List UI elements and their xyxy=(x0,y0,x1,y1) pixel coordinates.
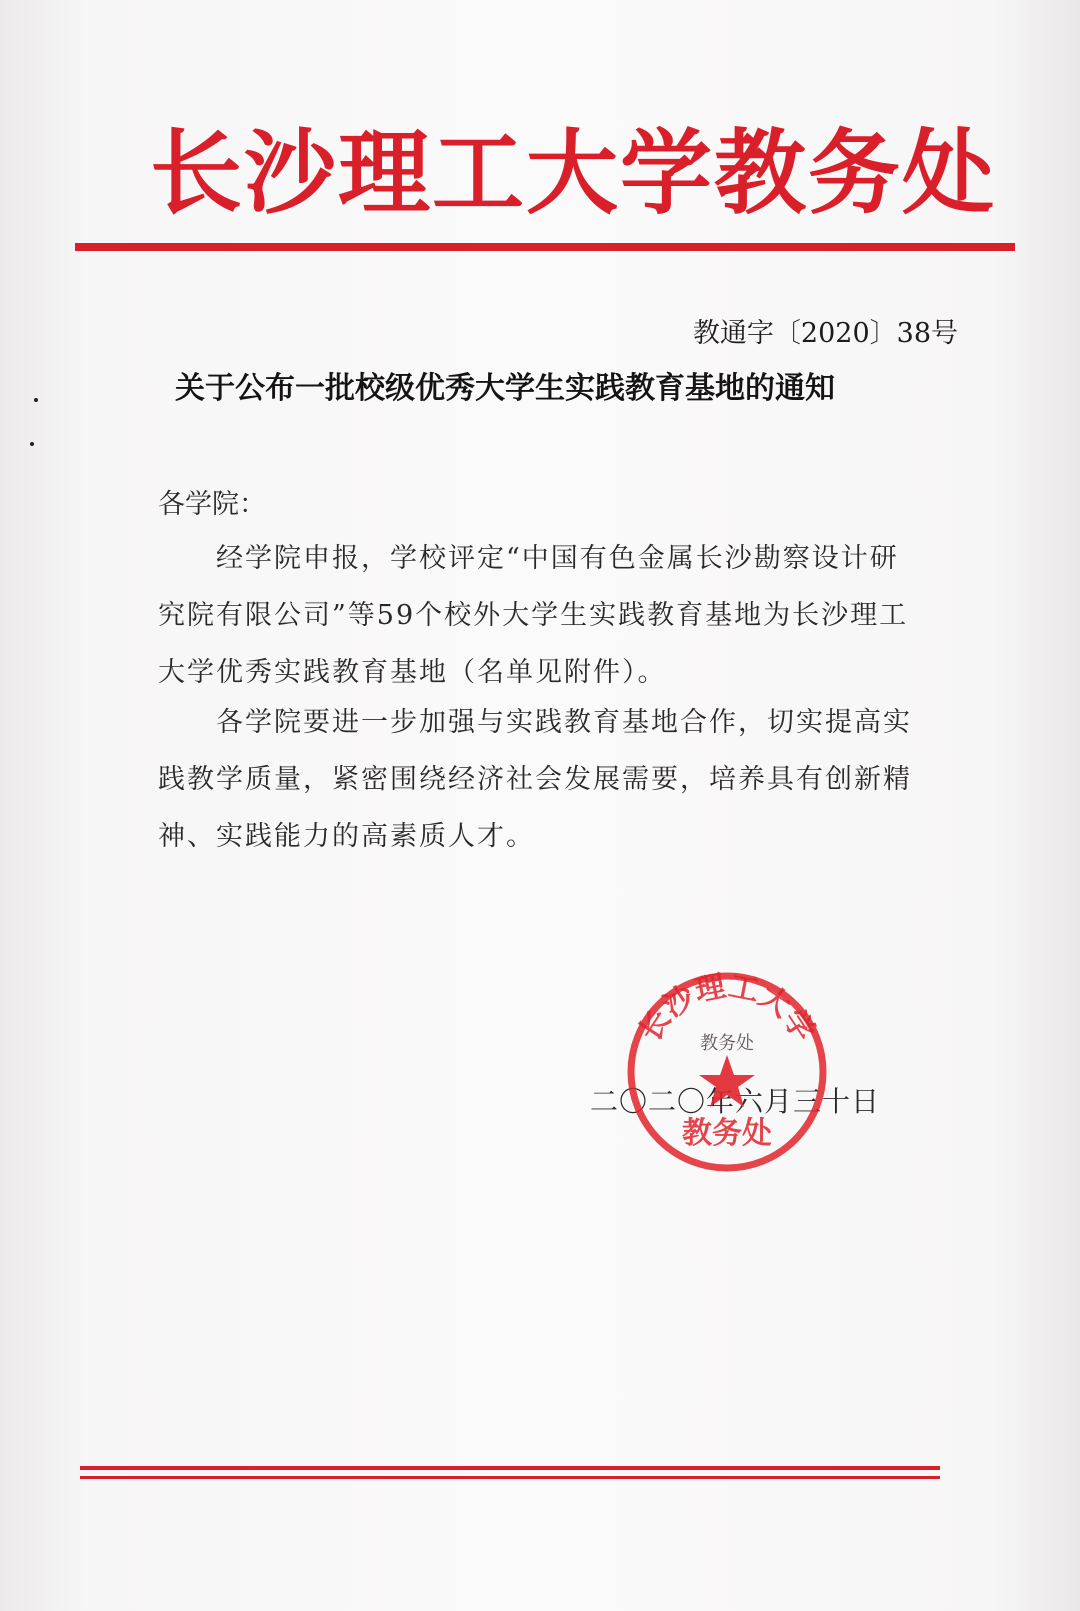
header-red-rule xyxy=(75,243,1015,251)
document-number: 教通字〔2020〕38号 xyxy=(692,318,958,349)
official-seal xyxy=(622,967,832,1177)
scan-speck xyxy=(34,398,38,402)
body-paragraph: 经学院申报，学校评定“中国有色金属长沙勘察设计研究院有限公司”等59个校外大学生实践教育基地为长沙理工大学优秀实践教育基地（名单见附件）。 xyxy=(158,543,909,688)
seal-star-icon xyxy=(699,1055,755,1107)
seal-inner-text: 教务处 xyxy=(700,1033,754,1054)
seal-outer-text: 长沙理工大学 xyxy=(632,968,822,1048)
issuing-office-title: 长沙理工大学教务处 xyxy=(150,120,997,227)
seal-bottom-text: 教务处 xyxy=(682,1116,772,1151)
footer-red-rule-bottom xyxy=(80,1476,940,1479)
salutation: 各学院： xyxy=(158,489,266,520)
scan-speck xyxy=(30,442,34,446)
issue-date: 二〇二〇年六月三十日 xyxy=(590,1085,881,1118)
footer-red-rule-top xyxy=(80,1466,940,1470)
body-paragraph: 各学院要进一步加强与实践教育基地合作，切实提高实践教学质量，紧密围绕经济社会发展需要，培养具有创新精神、实践能力的高素质人才。 xyxy=(158,707,912,852)
document-title: 关于公布一批校级优秀大学生实践教育基地的通知 xyxy=(175,371,835,406)
